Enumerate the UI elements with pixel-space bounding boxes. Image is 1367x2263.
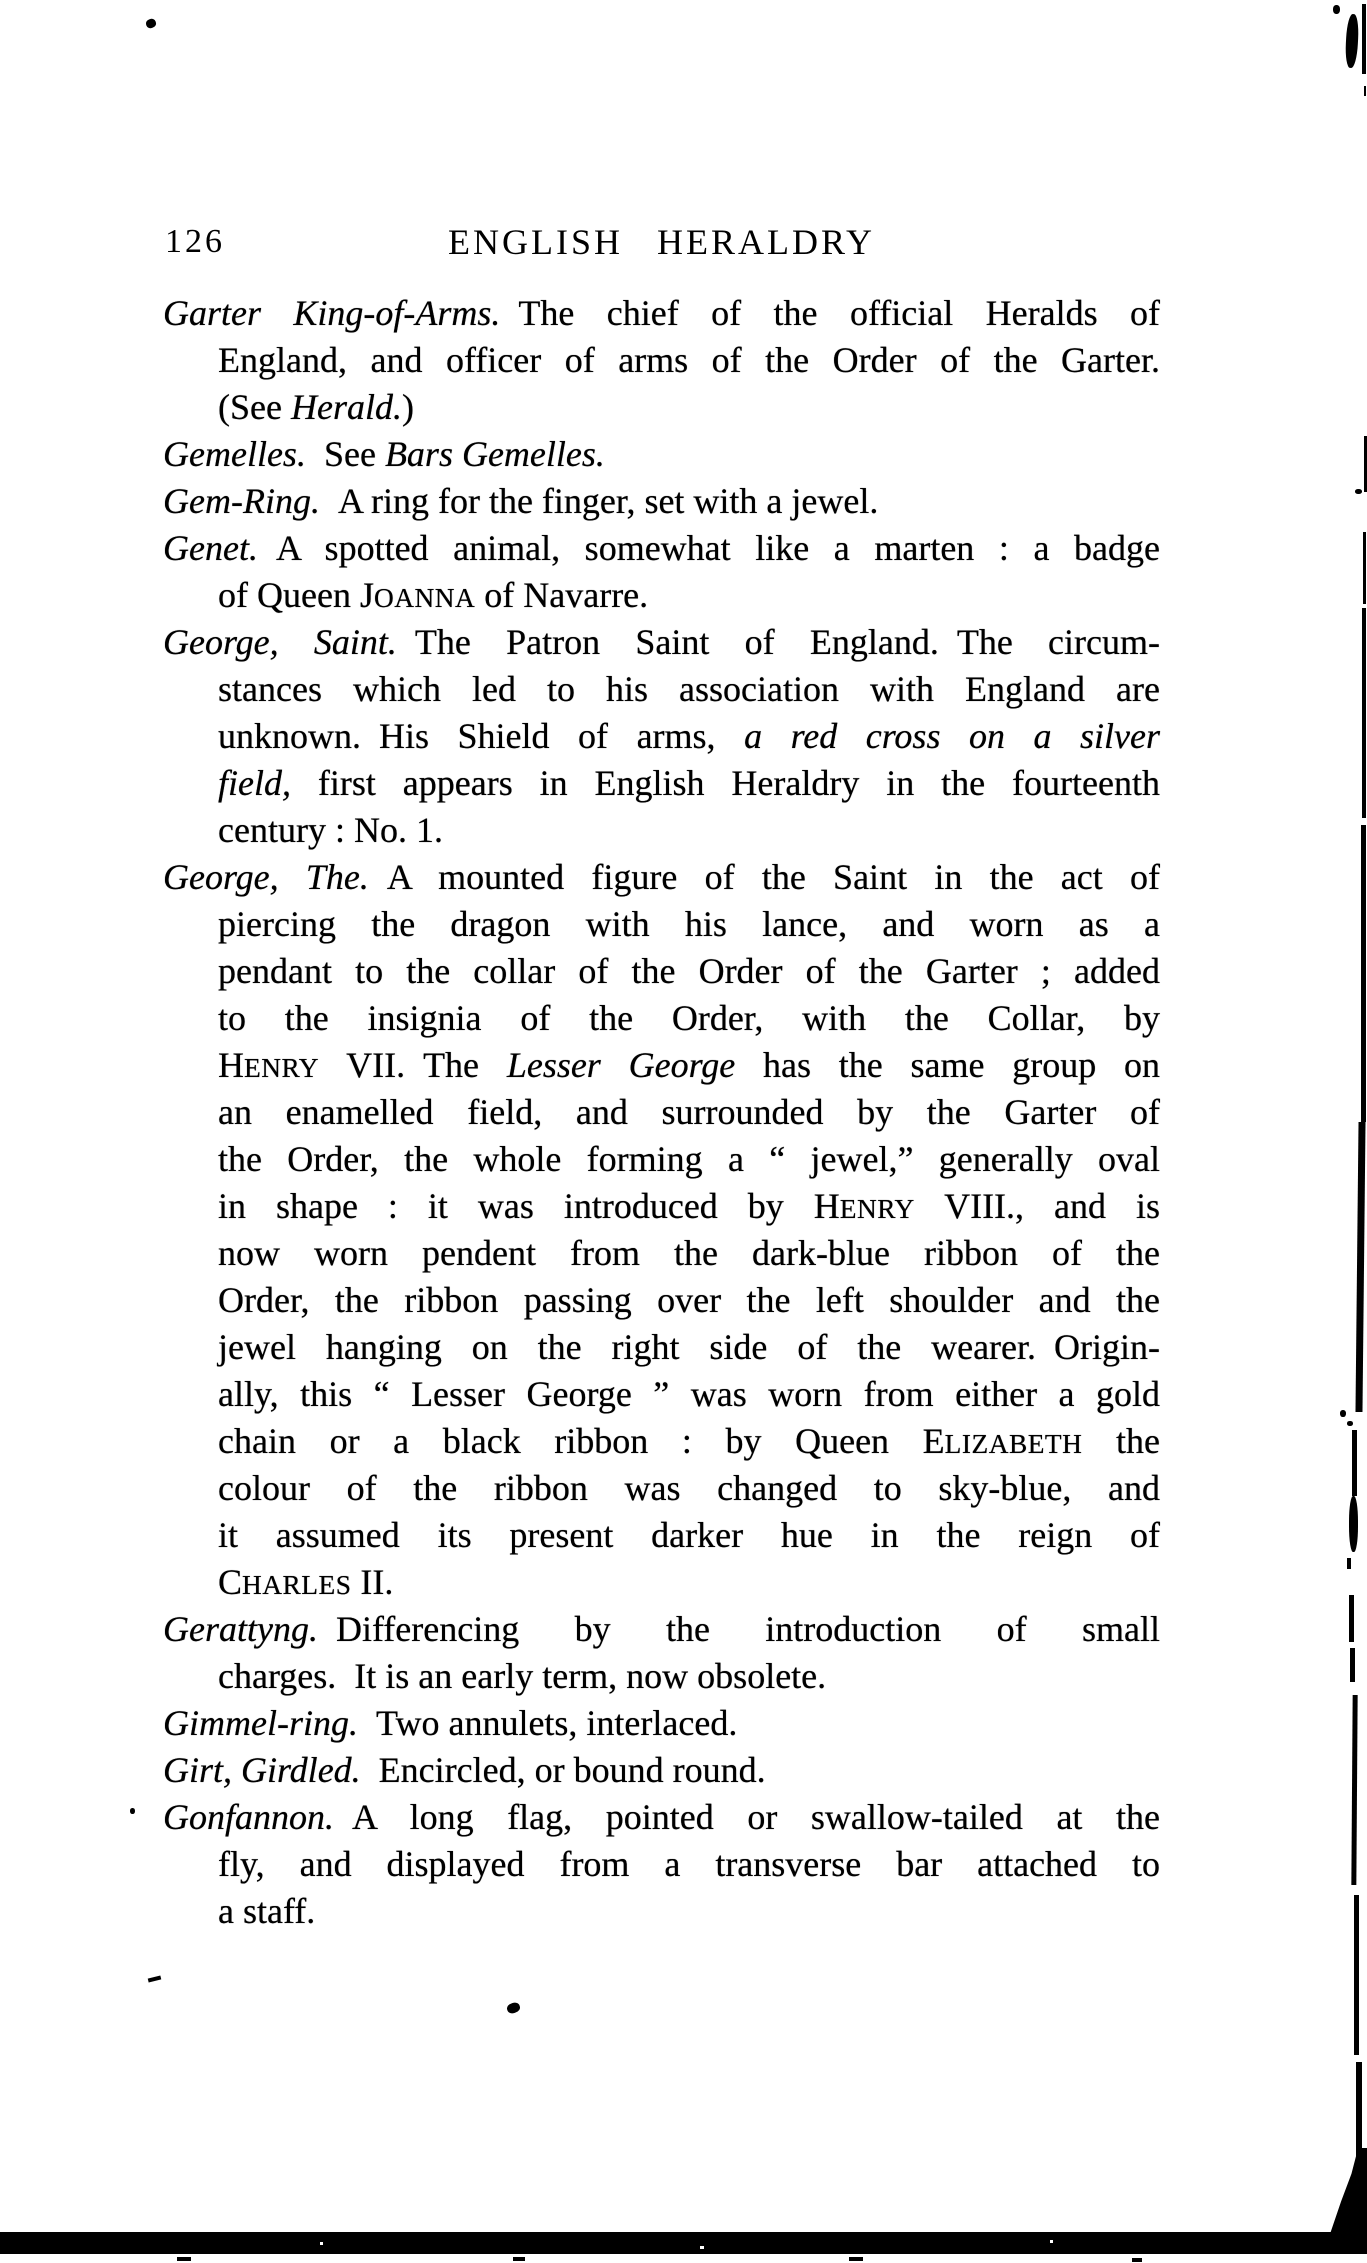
body-text: C: [218, 1562, 243, 1602]
body-text: VII. The: [318, 1045, 507, 1085]
body-text: jewel hanging on the right side of the wearer. Origin-: [218, 1327, 1160, 1367]
italic-text: Genet.: [163, 528, 258, 568]
body-text: H: [218, 1045, 244, 1085]
scan-speck: [130, 1808, 135, 1814]
text-line: [163, 1559, 1160, 1606]
body-text: chain or a black ribbon : by Queen: [218, 1421, 923, 1461]
scan-bottom-bar: [0, 2232, 1367, 2254]
body-text: VIII., and is: [914, 1186, 1160, 1226]
text-line: [163, 948, 1160, 995]
scan-edge-line: [1352, 1430, 1357, 1496]
glossary-entry: [163, 1606, 1160, 1700]
text-line: [163, 807, 1160, 854]
scan-bottom-tick: [177, 2257, 191, 2261]
scan-edge-line: [1364, 86, 1366, 96]
body-text: ): [401, 387, 414, 427]
body-text: piercing the dragon with his lance, and worn as a: [218, 904, 1160, 944]
italic-text: George, The.: [163, 857, 369, 897]
text-line: [163, 854, 1160, 901]
body-text: Two annulets, interlaced.: [357, 1703, 738, 1743]
body-text: The Patron Saint of England. The circum-: [396, 622, 1160, 662]
text-line: [163, 1042, 1160, 1089]
body-text: II.: [351, 1562, 394, 1602]
scan-bottom-bar-speck: [1050, 2240, 1053, 2243]
body-text: century : No. 1.: [218, 810, 443, 850]
glossary-entry: [163, 1747, 1160, 1794]
glossary-entry: [163, 525, 1160, 619]
smallcaps-text: ENRY: [244, 1053, 319, 1083]
text-line: [163, 1230, 1160, 1277]
text-line: [163, 1747, 1160, 1794]
glossary-entry: [163, 478, 1160, 525]
scan-edge-line: [1362, 608, 1366, 818]
scan-smudge: [1345, 14, 1360, 69]
body-text: an enamelled field, and surrounded by the Garter of: [218, 1092, 1160, 1132]
italic-text: Gonfannon.: [163, 1797, 334, 1837]
scan-edge-line: [1363, 532, 1366, 604]
scan-speck: [148, 1975, 162, 1982]
scan-speck: [1355, 489, 1362, 494]
text-line: [163, 1606, 1160, 1653]
text-line: [163, 666, 1160, 713]
text-line: [163, 713, 1160, 760]
body-text: stances which led to his association with England are: [218, 669, 1160, 709]
text-line: [163, 1277, 1160, 1324]
smallcaps-text: OANNA: [373, 583, 476, 613]
glossary-entry: [163, 1794, 1160, 1935]
text-line: [163, 1136, 1160, 1183]
text-line: [163, 478, 1160, 525]
text-line: [163, 1794, 1160, 1841]
text-line: [163, 290, 1160, 337]
scan-speck: [1347, 1421, 1353, 1426]
smallcaps-text: HARLES: [242, 1570, 352, 1600]
glossary-entry: [163, 431, 1160, 478]
scan-bottom-bar-speck: [700, 2246, 704, 2249]
scan-speck: [145, 18, 157, 30]
scan-edge-line: [1349, 1595, 1354, 1642]
scan-speck: [506, 2001, 521, 2015]
scan-smudge: [1349, 1496, 1358, 1552]
body-text: A long flag, pointed or swallow-tailed at the: [334, 1797, 1160, 1837]
body-text: of Navarre.: [475, 575, 649, 615]
glossary-entry: [163, 619, 1160, 854]
text-line: [163, 1512, 1160, 1559]
body-text: Encircled, or bound round.: [360, 1750, 766, 1790]
text-line: [163, 337, 1160, 384]
italic-text: George, Saint.: [163, 622, 397, 662]
body-text: now worn pendent from the dark-blue ribbon of the: [218, 1233, 1160, 1273]
smallcaps-text: ENRY: [839, 1194, 915, 1224]
body-text: Order, the ribbon passing over the left shoulder and the: [218, 1280, 1160, 1320]
scan-edge-line: [1356, 2062, 1362, 2157]
body-text: the Order, the whole forming a “ jewel,” generally oval: [218, 1139, 1160, 1179]
page-content: [163, 222, 1160, 1935]
body-text: (See: [218, 387, 291, 427]
text-line: [163, 1418, 1160, 1465]
page-number: 126: [165, 223, 225, 260]
text-line: [163, 1089, 1160, 1136]
text-line: [163, 1324, 1160, 1371]
body-text: fly, and displayed from a transverse bar attached to: [218, 1844, 1160, 1884]
text-line: [163, 1371, 1160, 1418]
glossary-entry: [163, 854, 1160, 1606]
italic-text: Herald.: [290, 387, 402, 427]
scan-smudge-curve: [1330, 2148, 1367, 2234]
body-text: Differencing by the introduction of small: [317, 1609, 1160, 1649]
body-text: unknown. His Shield of arms,: [218, 716, 745, 756]
body-text: See: [305, 434, 385, 474]
scan-bottom-tick: [849, 2257, 863, 2261]
body-text: ally, this “ Lesser George ” was worn from either a gold: [218, 1374, 1160, 1414]
text-line: [163, 572, 1160, 619]
text-line: [163, 1183, 1160, 1230]
text-line: [163, 1700, 1160, 1747]
italic-text: a red cross on a silver: [744, 716, 1160, 756]
smallcaps-text: LIZABETH: [944, 1429, 1083, 1459]
body-text: in shape : it was introduced by: [218, 1186, 814, 1226]
italic-text: Gem-Ring.: [163, 481, 320, 521]
scan-edge-line: [1362, 4, 1366, 74]
text-line: [163, 1465, 1160, 1512]
text-line: [163, 431, 1160, 478]
scan-edge-line: [1350, 1648, 1355, 1682]
body-text: A spotted animal, somewhat like a marten : a badge: [257, 528, 1160, 568]
italic-text: Girt, Girdled.: [163, 1750, 361, 1790]
body-text: The chief of the official Heralds of: [500, 293, 1161, 333]
italic-text: Lesser George: [506, 1045, 736, 1085]
glossary-entries: [163, 290, 1160, 1935]
text-line: [163, 1653, 1160, 1700]
text-line: [163, 384, 1160, 431]
body-text: colour of the ribbon was changed to sky-blue, and: [218, 1468, 1160, 1508]
italic-text: Bars Gemelles.: [384, 434, 605, 474]
glossary-entry: [163, 290, 1160, 431]
page-header: [163, 222, 1160, 290]
body-text: England, and officer of arms of the Order of the Garter.: [218, 340, 1160, 380]
text-line: [163, 619, 1160, 666]
scan-speck: [1340, 1410, 1346, 1417]
glossary-entry: [163, 1700, 1160, 1747]
text-line: [163, 1841, 1160, 1888]
italic-text: Gemelles.: [163, 434, 306, 474]
scan-edge-line: [1351, 1695, 1357, 1885]
scan-bottom-tick: [1132, 2258, 1142, 2262]
body-text: E: [922, 1421, 945, 1461]
body-text: has the same group on: [735, 1045, 1160, 1085]
body-text: it assumed its present darker hue in the reign of: [218, 1515, 1160, 1555]
body-text: the: [1082, 1421, 1160, 1461]
body-text: first appears in English Heraldry in the fourteenth: [290, 763, 1160, 803]
body-text: to the insignia of the Order, with the Collar, by: [218, 998, 1160, 1038]
running-header: ENGLISH HERALDRY: [448, 222, 875, 262]
body-text: A mounted figure of the Saint in the act of: [368, 857, 1160, 897]
body-text: of Queen: [218, 575, 360, 615]
body-text: pendant to the collar of the Order of the Garter ; added: [218, 951, 1160, 991]
body-text: J: [359, 575, 374, 615]
scan-edge-line: [1361, 825, 1366, 1122]
scan-edge-line: [1354, 1895, 1359, 2055]
scan-speck: [1333, 5, 1340, 14]
text-line: [163, 901, 1160, 948]
text-line: [163, 525, 1160, 572]
italic-text: field,: [218, 763, 291, 803]
text-line: [163, 1888, 1160, 1935]
italic-text: Garter King-of-Arms.: [163, 293, 501, 333]
scan-edge-line: [1355, 1122, 1365, 1412]
scan-bottom-tick: [513, 2257, 525, 2261]
italic-text: Gerattyng.: [163, 1609, 318, 1649]
text-line: [163, 760, 1160, 807]
body-text: a staff.: [218, 1891, 316, 1931]
scan-edge-line: [1347, 1558, 1351, 1569]
body-text: charges. It is an early term, now obsolete.: [218, 1656, 827, 1696]
body-text: H: [813, 1186, 840, 1226]
text-line: [163, 995, 1160, 1042]
body-text: A ring for the finger, set with a jewel.: [319, 481, 879, 521]
scan-bottom-bar-speck: [320, 2242, 323, 2245]
italic-text: Gimmel-ring.: [163, 1703, 358, 1743]
